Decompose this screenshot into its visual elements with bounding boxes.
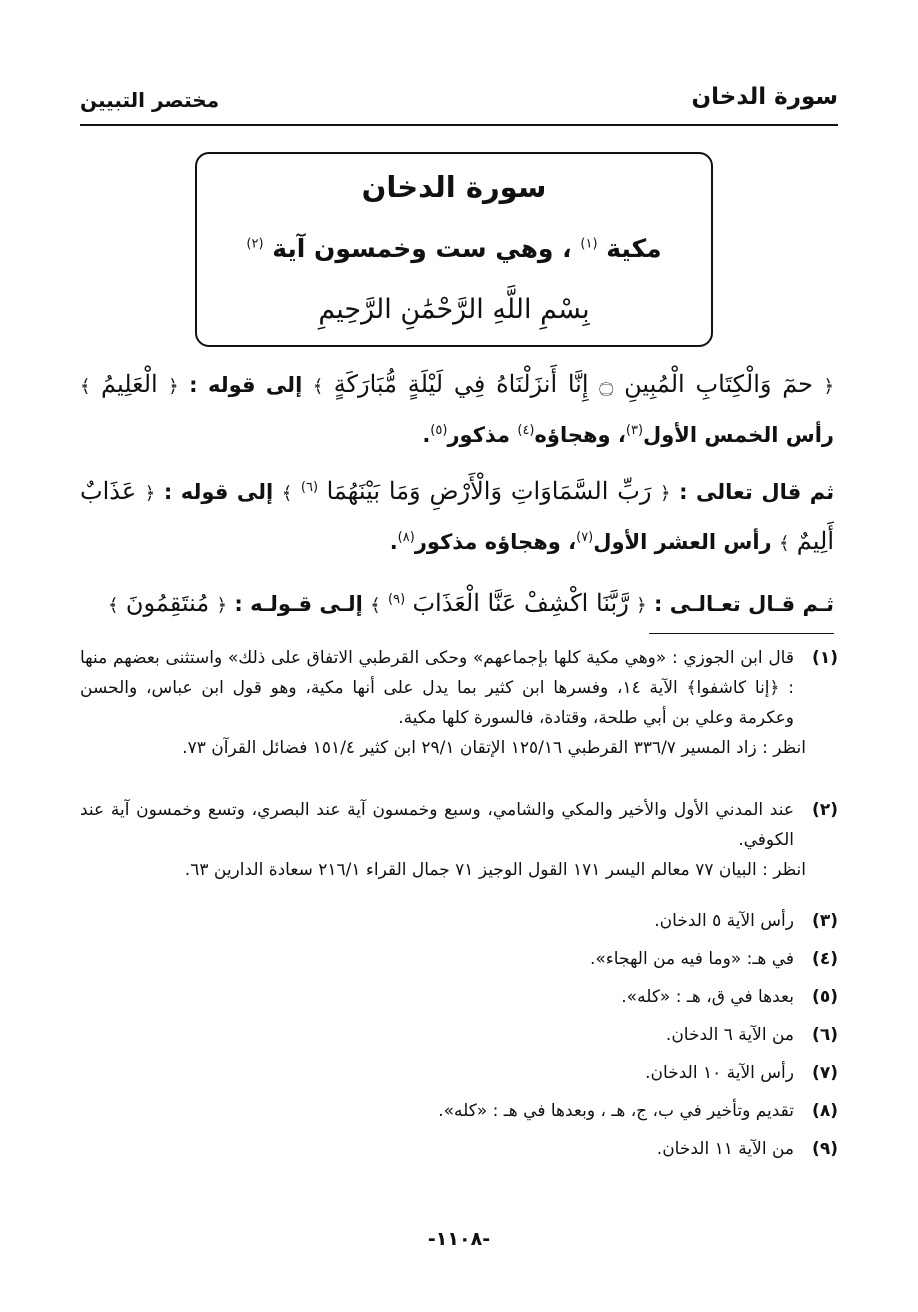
paragraph-3 <box>80 578 834 628</box>
period: . <box>422 423 431 447</box>
footnote-text: رأس الآية ١٠ الدخان. <box>645 1063 794 1083</box>
footnote-references: انظر : زاد المسير ٣٣٦/٧ القرطبي ١٢٥/١٦ الإتقان ٢٩/١ ابن كثير ١٥١/٤ فضائل القرآن ٧٣. <box>182 738 806 758</box>
footnote-ref-5: (٥) <box>430 423 448 438</box>
footnote-number: (٩) <box>812 1139 838 1159</box>
to-his-saying: إلـى قـولـه : <box>234 592 363 616</box>
footnote-references: انظر : البيان ٧٧ معالم اليسر ١٧١ القول الوجيز ٧١ جمال القراء ٢١٦/١ سعادة الدارين ٦٣. <box>184 860 806 880</box>
running-head-surah: سورة الدخان <box>691 84 838 110</box>
verse-count-text: ، وهي ست وخمسون آية <box>272 234 572 263</box>
to-his-saying: إلى قوله : <box>189 373 303 397</box>
footnote-ref-8: (٨) <box>397 530 415 545</box>
ornate-bracket-close: ﴾ <box>778 533 790 554</box>
footnote-number: (١) <box>812 648 838 668</box>
footnote-number: (٨) <box>812 1101 838 1121</box>
quran-verse: رَبِّ السَّمَاوَاتِ وَالْأَرْضِ وَمَا بَيْنَهُمَا <box>326 477 652 505</box>
footnote-6 <box>80 1020 838 1050</box>
footnote-ref-3: (٣) <box>625 423 644 438</box>
footnote-text: قال ابن الجوزي : «وهي مكية كلها بإجماعهم» وحكى القرطبي الاتفاق على ذلك» واستثنى بعضهم منها : ﴿إنا كاشفوا﴾ الآية ١٤، وفسرها ابن كثير بما يدل على أنها مكية، وهو قول ابن عباس، والحسن وعكرمة وعلي بن أبي طلحة، وقتادة، فالسورة كلها مكية. <box>80 648 794 728</box>
footnote-number: (٣) <box>812 911 838 931</box>
ornate-bracket-open: ﴿ <box>144 483 156 504</box>
footnote-text: تقديم وتأخير في ب، ج، هـ ، وبعدها في هـ : «كله». <box>438 1101 794 1121</box>
footnote-ref-4: (٤) <box>517 423 535 438</box>
then-said: ثم قال تعالى : <box>679 480 835 504</box>
to-his-saying: إلى قوله : <box>163 480 274 504</box>
footnote-ref-2: (٢) <box>246 236 264 252</box>
footnote-5 <box>80 982 838 1012</box>
footnote-separator <box>649 633 834 634</box>
ornate-bracket-close: ﴾ <box>107 595 119 616</box>
footnote-text: رأس الآية ٥ الدخان. <box>654 911 794 931</box>
quran-verse: حمٓ وَالْكِتَابِ الْمُبِينِ ۝ إِنَّا أَنزَلْنَاهُ فِي لَيْلَةٍ مُّبَارَكَةٍ <box>333 370 814 398</box>
quran-verse: مُنتَقِمُونَ <box>125 589 210 617</box>
surah-description <box>197 234 711 263</box>
head-of-section: رأس العشر الأول <box>593 530 772 554</box>
then-said: ثـم قـال تعـالـى : <box>653 592 834 616</box>
ornate-bracket-open: ﴿ <box>168 376 179 397</box>
quran-verse: عَذَابٌ أَلِيمٌ <box>80 477 834 555</box>
footnote-ref-7: (٧) <box>576 530 594 545</box>
footnote-text: من الآية ١١ الدخان. <box>656 1139 794 1159</box>
footnote-2 <box>80 795 838 885</box>
footnote-8 <box>80 1096 838 1126</box>
ornate-bracket-open: ﴿ <box>636 595 647 616</box>
footnote-9 <box>80 1134 838 1164</box>
period: . <box>389 530 398 554</box>
footnote-number: (٦) <box>812 1025 838 1045</box>
quran-verse: رَّبَّنَا اكْشِفْ عَنَّا الْعَذَابَ <box>412 589 629 617</box>
header-rule <box>80 124 838 126</box>
page-number: -١١٠٨- <box>427 1228 491 1250</box>
footnote-3 <box>80 906 838 936</box>
footnote-ref-6: (٦) <box>300 480 319 495</box>
footnote-ref-1: (١) <box>580 236 598 252</box>
hija-text: ، وهجاؤه <box>534 423 626 447</box>
footnote-number: (٧) <box>812 1063 838 1083</box>
footnote-7 <box>80 1058 838 1088</box>
footnote-1 <box>80 643 838 763</box>
surah-title-box <box>195 152 713 347</box>
running-head <box>80 80 838 120</box>
surah-title: سورة الدخان <box>361 170 547 204</box>
footnote-text: بعدها في ق، هـ : «كله». <box>621 987 794 1007</box>
running-head-book: مختصر التبيين <box>80 88 220 112</box>
ornate-bracket-close: ﴾ <box>281 483 293 504</box>
ornate-bracket-open: ﴿ <box>823 376 834 397</box>
ornate-bracket-close: ﴾ <box>370 595 381 616</box>
ornate-bracket-close: ﴾ <box>312 376 324 397</box>
makkiya-label: مكية <box>606 234 662 263</box>
footnote-4 <box>80 944 838 974</box>
ornate-bracket-open: ﴿ <box>659 483 671 504</box>
footnote-number: (٤) <box>812 949 838 969</box>
footnote-ref-9: (٩) <box>388 592 406 607</box>
footnote-text: عند المدني الأول والأخير والمكي والشامي، وسبع وخمسون آية عند البصري، وتسع وخمسون آية عند الكوفي. <box>80 800 794 850</box>
hija-text: ، وهجاؤه مذكور <box>414 530 577 554</box>
head-of-section: رأس الخمس الأول <box>643 423 834 447</box>
footnote-text: في هـ: «وما فيه من الهجاء». <box>590 949 794 969</box>
quran-verse: الْعَلِيمُ <box>100 370 158 398</box>
ornate-bracket-open: ﴿ <box>216 595 228 616</box>
paragraph-1 <box>80 362 834 457</box>
basmala: بِسْمِ اللَّهِ الرَّحْمَٰنِ الرَّحِيمِ <box>318 294 590 325</box>
paragraph-2 <box>80 466 834 566</box>
ornate-bracket-close: ﴾ <box>80 376 91 397</box>
mentioned-text: مذكور <box>447 423 511 447</box>
footnote-number: (٢) <box>812 800 838 820</box>
footnote-text: من الآية ٦ الدخان. <box>665 1025 794 1045</box>
footnote-number: (٥) <box>812 987 838 1007</box>
